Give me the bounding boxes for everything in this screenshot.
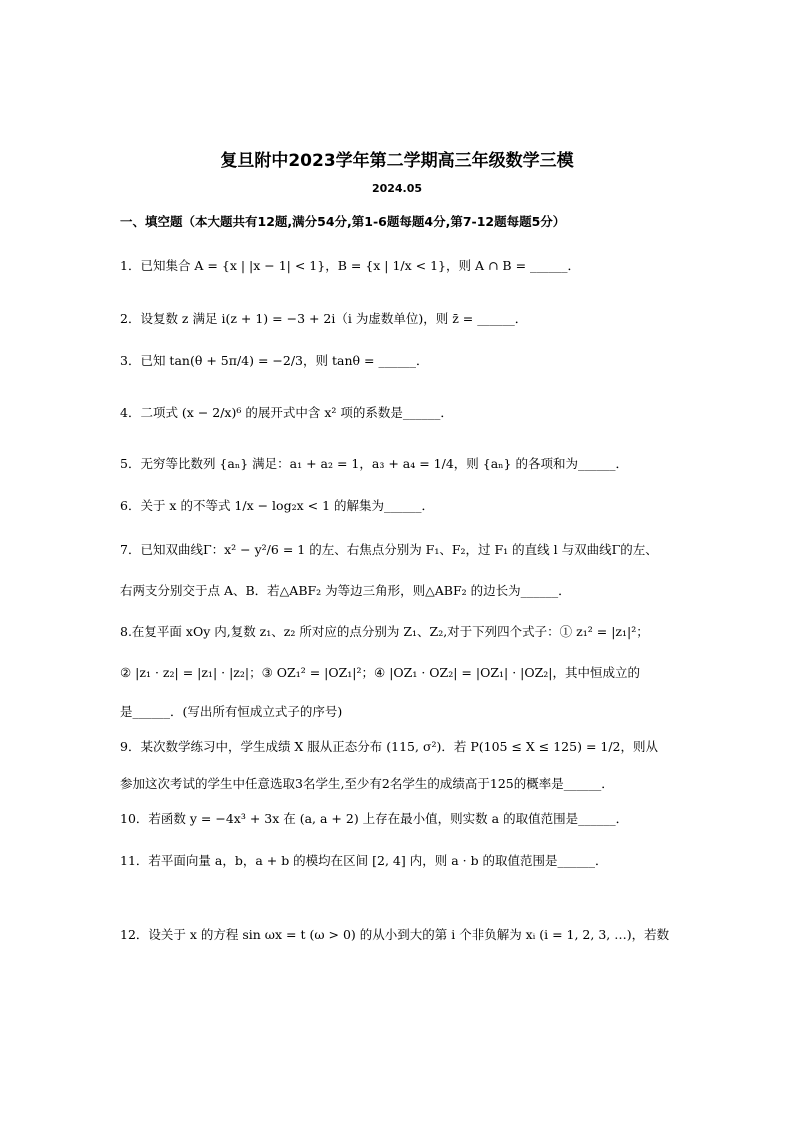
- question-9-line-1: 9．某次数学练习中，学生成绩 X 服从正态分布 (115, σ²)．若 P(105 ≤ X ≤ 125) = 1/2，则从: [120, 739, 659, 754]
- question-12: 12．设关于 x 的方程 sin ωx = t (ω > 0) 的从小到大的第 i 个非负解为 xᵢ (i = 1, 2, 3, …)，若数: [120, 927, 670, 942]
- question-7-line-1: 7．已知双曲线Γ：x² − y²/6 = 1 的左、右焦点分别为 F₁、F₂，过 F₁ 的直线 l 与双曲线Γ的左、: [120, 542, 658, 557]
- question-7-line-2: 右两支分别交于点 A、B．若△ABF₂ 为等边三角形，则△ABF₂ 的边长为______．: [120, 583, 571, 598]
- section-heading: 一、填空题（本大题共有12题,满分54分,第1-6题每题4分,第7-12题每题5分）: [120, 214, 566, 229]
- question-4: 4．二项式 (x − 2/x)⁶ 的展开式中含 x² 项的系数是______．: [120, 405, 453, 420]
- page-title: 复旦附中2023学年第二学期高三年级数学三模: [220, 151, 574, 171]
- question-1: 1．已知集合 A = {x | |x − 1| < 1}，B = {x | 1/x < 1}，则 A ∩ B = ______．: [120, 258, 581, 273]
- question-8-line-1: 8.在复平面 xOy 内,复数 z₁、z₂ 所对应的点分别为 Z₁、Z₂,对于下列四个式子：① z₁² = |z₁|²；: [120, 624, 649, 639]
- question-9-line-2: 参加这次考试的学生中任意选取3名学生,至少有2名学生的成绩高于125的概率是______．: [120, 776, 614, 791]
- question-2: 2．设复数 z 满足 i(z + 1) = −3 + 2i（i 为虚数单位)，则 z̄ = ______．: [120, 311, 528, 326]
- question-8-line-3: 是______．(写出所有恒成立式子的序号): [120, 704, 343, 719]
- question-5: 5．无穷等比数列 {aₙ} 满足：a₁ + a₂ = 1，a₃ + a₄ = 1/4，则 {aₙ} 的各项和为______．: [120, 456, 628, 471]
- exam-date: 2024.05: [371, 182, 423, 195]
- question-8-line-2: ② |z₁ · z₂| = |z₁| · |z₂|；③ OZ₁² = |OZ₁|²；④ |OZ₁ · OZ₂| = |OZ₁| · |OZ₂|，其中恒成立的: [120, 665, 641, 680]
- question-10: 10．若函数 y = −4x³ + 3x 在 (a, a + 2) 上存在最小值，则实数 a 的取值范围是______．: [120, 811, 629, 826]
- question-3: 3．已知 tan(θ + 5π/4) = −2/3，则 tanθ = ______．: [120, 353, 429, 368]
- question-11: 11．若平面向量 a，b，a + b 的模均在区间 [2, 4] 内，则 a · b 的取值范围是______．: [120, 853, 608, 868]
- question-6: 6．关于 x 的不等式 1/x − log₂x < 1 的解集为______．: [120, 498, 434, 513]
